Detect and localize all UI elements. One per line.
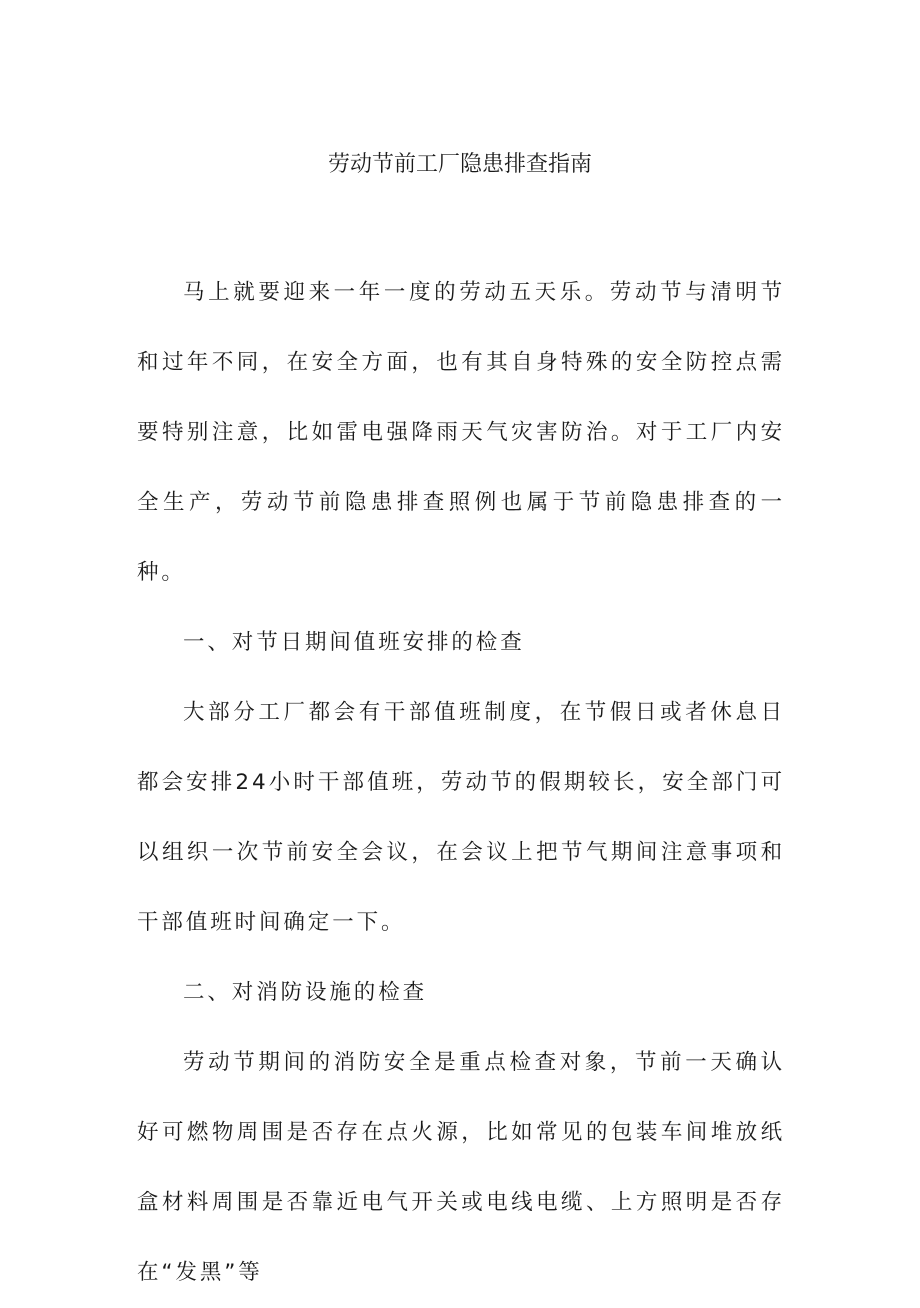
document-title: 劳动节前工厂隐患排查指南 [327,152,592,177]
paragraph-fire: 劳动节期间的消防安全是重点检查对象，节前一天确认好可燃物周围是否存在点火源，比如常见的包装车间堆放纸盒材料周围是否靠近电气开关或电线电缆、上方照明是否存在“发黑”等 [137,1050,785,1285]
section-heading-duty: 一、对节日期间值班安排的检查 [183,630,525,655]
paragraph-duty: 大部分工厂都会有干部值班制度，在节假日或者休息日都会安排24小时干部值班，劳动节的假期较长，安全部门可以组织一次节前安全会议，在会议上把节气期间注意事项和干部值班时间确定一下。 [137,700,785,935]
paragraph-intro: 马上就要迎来一年一度的劳动五天乐。劳动节与清明节和过年不同，在安全方面，也有其自身特殊的安全防控点需要特别注意，比如雷电强降雨天气灾害防治。对于工厂内安全生产，劳动节前隐患排查照例也属于节前隐患排查的一种。 [137,280,785,585]
section-heading-fire: 二、对消防设施的检查 [183,980,428,1005]
document-body [137,258,785,1308]
